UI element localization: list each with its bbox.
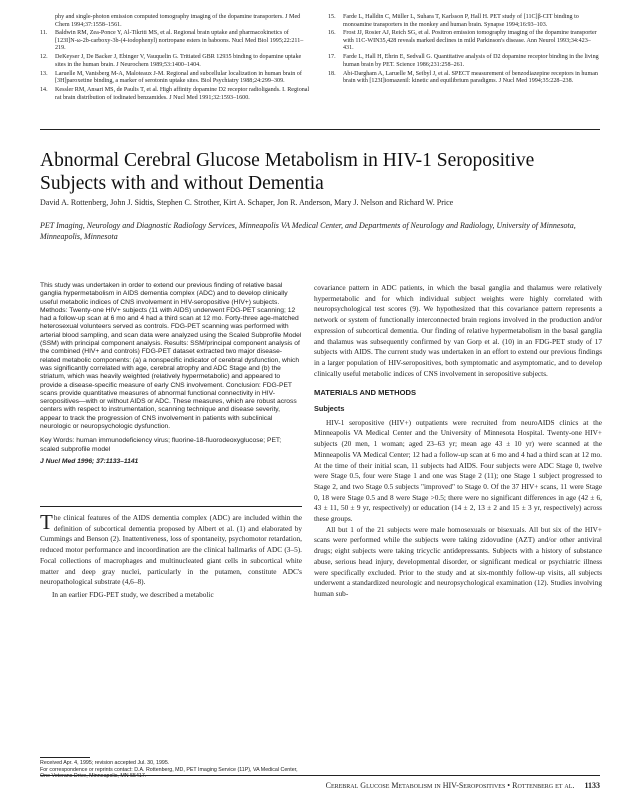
article-title: Abnormal Cerebral Glucose Metabolism in HIV-1 Seropositive Subjects with and without Dementia xyxy=(40,150,535,194)
reference-column-right xyxy=(328,14,600,103)
abstract xyxy=(40,282,302,466)
author-list: David A. Rottenberg, John J. Sidtis, Stephen C. Strother, Kirt A. Schaper, Jon R. Anderson, Mary J. Nelson and Richard W. Price xyxy=(40,198,454,207)
correspondence: For correspondence or reprints contact: D.A. Rottenberg, MD, PET Imaging Service (11P), VA Medical Center, One Veterans Drive, Minneapolis, MN 55417. xyxy=(40,766,298,780)
reference-item: 17. Farde L, Hall H, Ehrin E, Sedvall G. Quantitative analysis of D2 dopamine receptor binding in the living human brain by PET. Science 1986;231:258–261. xyxy=(328,54,599,68)
reference-item: 15. Farde L, Halldin C, Müller L, Suhara T, Karlsson P, Hall H. PET study of [11C]β-CIT binding to monoamine transporters in the monkey and human brain. Synapse 1994;16:93–103. xyxy=(328,14,579,28)
intro-paragraph: The clinical features of the AIDS dementia complex (ADC) are included within the definition of subcortical dementia proposed by Albert et al. (1) and elaborated by Cummings and Benson (2). Inattentiveness, loss of spontaneity, psychomotor retardation, reduced motor performance and incoordination are the clinical hallmarks of ADC (3–5). Focal collections of macrophages and multinucleated giant cells in subcortical white matter and deep gray nuclei, particularly in the putamen, constitute ADC's neuropathological substrate (4,6–8). xyxy=(40,510,302,587)
body-paragraph: covariance pattern in ADC patients, in which the basal ganglia and thalamus were relatively hypermetabolic and for which individual subject weights were highly correlated with neuropsychological test scores (9). We hypothesized that this covariance pattern represents a network or system of functionally interconnected brain regions involved in the production and/or expression of subcortical dementia. Our finding of relative hypermetabolism in the basal ganglia and thalamus was subsequently confirmed by van Gorp et al. (10) in an FDG-PET study of 17 subjects with AIDS. The current study was undertaken in an effort to extend our previous findings in a larger population of HIV-seropositives, both symptomatic and asymptomatic, and to develop clinically useful metabolic indices of CNS involvement in seropositive subjects. xyxy=(314,283,602,378)
body-paragraph: All but 1 of the 21 subjects were male homosexuals or bisexuals. All but six of the HIV+ scans were performed while the subjects were taking zidovudine (AZT) and/or other antiviral drugs; eight subjects were taking tricyclic antidepressants. Subjects with a history of substance abuse, serious head injury, developmental disorder, or significant medical or psychiatric illness were specifically excluded. Prior to the study and at six-monthly follow-up visits, all subjects underwent a standardized neurologic and neuropsychological examination (12). Studies involving human sub- xyxy=(314,524,602,598)
affiliation: PET Imaging, Neurology and Diagnostic Radiology Services, Minneapolis VA Medical Center, and Departments of Neurology and Radiology, University of Minnesota, Minneapolis, Minnesota xyxy=(40,221,576,241)
reference-item: 13. Laruelle M, Vanisberg M-A, Maloteaux J-M. Regional and subcellular localization in human brain of [3H]paroxetine binding, a marker of serotonin uptake sites. Biol Psychiatry 1988;24:299–309. xyxy=(40,70,302,85)
running-header-text: Cerebral Glucose Metabolism in HIV-Seropositives • Rottenberg et al. xyxy=(325,781,575,790)
section-divider xyxy=(40,129,600,130)
keywords: Key Words: human immunodeficiency virus; fluorine-18-fluorodeoxyglucose; PET; scaled subprofile model xyxy=(40,437,282,453)
section-heading: MATERIALS AND METHODS xyxy=(314,388,417,398)
reference-list xyxy=(40,14,600,103)
footer-divider xyxy=(40,775,600,776)
reference-item: 16. Frost JJ, Rosier AJ, Reich SG, et al. Positron emission tomography imaging of the dopamine transporter with 11C-WIN35,428 reveals marked declines in mild Parkinson's disease. Ann Neurol 1993;34:423–431. xyxy=(328,30,597,52)
footnote-divider xyxy=(40,757,90,758)
introduction xyxy=(40,510,302,603)
page-number: 1133 xyxy=(584,781,600,790)
reference-column-left xyxy=(40,14,312,103)
body-right-column xyxy=(314,283,602,600)
reference-item: 14. Kessler RM, Ansari MS, de Paulis T, et al. High affinity dopamine D2 receptor radioligands. I. Regional rat brain distribution of iodinated benzamides. J Nucl Med 1991;32:1593–1600. xyxy=(40,87,310,101)
body-paragraph: HIV-1 seropositive (HIV+) outpatients were recruited from neuroAIDS clinics at the Minneapolis VA Medical Center and the University of Minnesota Hospital. Twenty-one HIV+ subjects (20 men, 1 woman; aged 23–63 yr; mean age 43 ± 10 yr) were scanned at the Minneapolis VA Medical Center; 12 had a follow-up scan at 6 mo and 4 had a third scan at 12 mo. At the time of their initial scan, 11 subjects had AIDS. Four subjects were ADC Stage 0, twelve were Stage 0.5, four were Stage 1 and one was Stage 2 (11); one Stage 1 subject progressed to Stage 2, and two Stage 0.5 subjects "improved" to Stage 0. Of the 37 HIV+ scans, 11 were Stage 0, 18 were Stage 0.5 and 8 were Stage >0.5; there were no significant differences in age (42 ± 6, 43 ± 11, 50 ± 9 yr, respectively) or education (14 ± 2, 13 ± 2 and 15 ± 3 yr, respectively) across these groups. xyxy=(314,417,602,524)
footnote xyxy=(40,760,302,780)
reference-item: 18. Abi-Dargham A, Laruelle M, Seibyl J, et al. SPECT measurement of benzodiazepine receptors in human brain with [123I]iomazenil: kinetic and equilibrium paradigms. J Nucl Med 1994;35:228–238. xyxy=(328,70,598,85)
intro-paragraph: In an earlier FDG-PET study, we described a metabolic xyxy=(52,589,214,599)
received-date: Received Apr. 4, 1995; revision accepted Jul. 30, 1995. xyxy=(40,760,170,766)
journal-citation: J Nucl Med 1996; 37:1133–1141 xyxy=(40,457,139,465)
reference-item: phy and single-photon emission computed tomography imaging of the dopamine transporters. J Med Chem 1994;37:1558–1561. xyxy=(55,14,301,28)
abstract-divider xyxy=(40,506,302,507)
reference-item: 11. Baldwin RM, Zea-Ponce Y, Al-Tikriti MS, et al. Regional brain uptake and pharmacokinetics of [123I]N-ω-2b-carboxy-3b-(4-iodophenyl) nortropane esters in baboons. Nucl Med Biol 1995;22:211–219. xyxy=(40,30,304,52)
drop-cap: T xyxy=(40,510,53,534)
reference-item: 12. DeKeyser J, De Backer J, Ebinger V, Vauquelin G. Tritiated GBR 12935 binding to dopamine uptake sites in the human brain. J Neurochem 1989;53:1400–1404. xyxy=(40,54,302,68)
running-footer xyxy=(326,781,600,791)
abstract-text: This study was undertaken in order to extend our previous finding of relative basal ganglia hypermetabolism in AIDS dementia complex (ADC) and to develop clinically useful metabolic indices of CNS involvement in HIV-seropositive (HIV+) subjects. Methods: Twenty-one HIV+ subjects (11 with AIDS) underwent FDG-PET scanning; 12 had a follow-up scan at 6 mo and 4 had a third scan at 12 mo. Forty-three age-matched heterosexual volunteers served as controls. FDG-PET scanning was performed with arterial blood sampling, and scan data were analyzed using the Scaled Subprofile Model (SSM) with principal component analysis. Results: SSM/principal component analysis of the combined (HIV+ and controls) FDG-PET dataset extracted two major disease-related metabolic components: (a) a nonspecific indicator of cerebral dysfunction, which was significantly correlated with age, cerebral atrophy and ADC Stage and (b) the striatum, which was heavily weighted (relatively hypermetabolic) and appeared to provide a disease-specific measure of early CNS involvement. Conclusion: FDG-PET scans provide quantitative measures of abnormal functional connectivity in HIV-seropositives—with or without AIDS or ADC. These measures, which are robust across centers with respect to instrumentation, scanning technique and disease severity, appear to track the progression of CNS involvement in patients with subclinical neurologic or neuropsychologic dysfunction. xyxy=(40,282,302,431)
subsection-heading: Subjects xyxy=(314,404,345,414)
